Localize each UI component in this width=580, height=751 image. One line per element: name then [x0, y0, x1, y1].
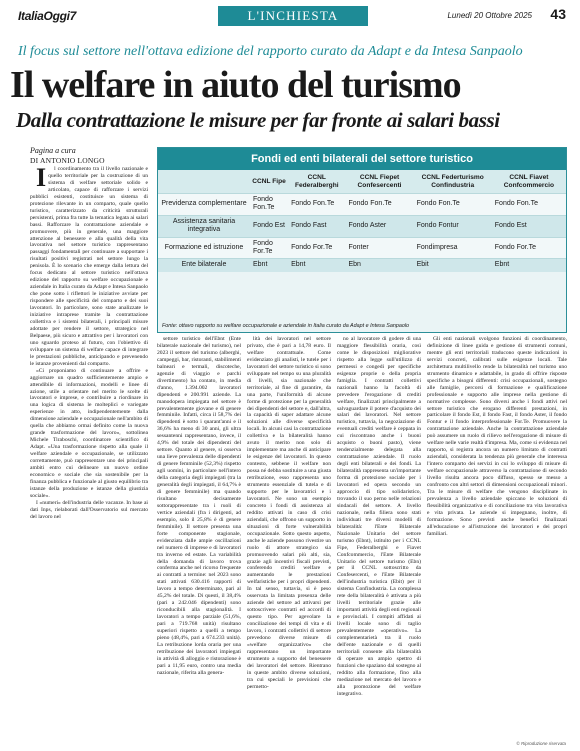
- row-label: Assistenza sanitaria integrativa: [158, 215, 250, 237]
- table-source-note: Fonte: ottavo rapporto su welfare occupazionale e aziendale in Italia curato da Adapt e Intesa Sanpaolo: [162, 323, 410, 329]
- article-column-3: [247, 336, 331, 718]
- info-table-title: Fondi ed enti bilaterali del settore turistico: [158, 148, 566, 170]
- column-header: CCNL Fipe: [250, 170, 288, 194]
- table-cell: Fondo Aster: [345, 215, 413, 237]
- row-label: Ente bilaterale: [158, 259, 250, 272]
- row-label: Previdenza complementare: [158, 194, 250, 216]
- table-cell: Fondo Fast: [288, 215, 345, 237]
- subheadline: Dalla contrattazione le misure per far fronte ai salari bassi: [16, 108, 500, 132]
- page-number: 43: [550, 6, 566, 22]
- byline: [30, 146, 150, 166]
- table-cell: Fondo Fon.Te: [345, 194, 413, 216]
- drop-cap: I: [36, 166, 47, 192]
- article-paragraph: I l coordinamento tra il livello nazionale e quello territoriale per la costruzione di un sistema di welfare settoriale solido e articolato, capace di rafforzare i servizi pubblici esistenti, costituisce un sistema di protezione rilevante in un comparto, quale quello turistico, caratterizzato da criticità strutturali persistenti, prima fra tutte la tematica legata ai salari bassi. Rafforzare la contrattazione aziendale e promuovere, più in generale, una maggiore attenzione al benessere e alla qualità della vita lavorativa nel settore turistico rappresentano passaggi fondamentali per continuare a supportare i risultati positivi registrati nel settore lungo la penisola. È lo scenario che emerge dalla lettura del focus dedicato al settore turistico nell'ottava edizione del rapporto su welfare occupazionale e aziendale in Italia curato da Adapt e Intesa Sanpaolo che pone sotto i riflettori le iniziative avviate per rispondere alle specificità del comparto e dei suoi lavoratori. In particolare, sono state analizzate le iniziative intraprese tramite la contrattazione collettiva e i sistemi bilaterali, i principali misure adottate per rendere il settore, strategico nel Belpaese, più sicuro e attrattivo per i lavoratori con uno sguardo proteso al futuro, con l'obiettivo di sviluppare un sistema di welfare capace di integrare le prestazioni pubbliche, anticipando e prevenendo le istanze provenienti dal comparto.: [30, 166, 148, 367]
- headline: Il welfare in aiuto del turismo: [10, 64, 461, 106]
- table-cell: Fondo For.Te: [492, 237, 566, 259]
- table-corner-cell: [158, 170, 250, 194]
- copyright-note: © Riproduzione riservata: [516, 741, 566, 746]
- table-cell: Fondo For.Te: [250, 237, 288, 259]
- table-cell: Fondo Fontur: [414, 215, 492, 237]
- article-column-5: [427, 336, 567, 732]
- masthead: [18, 6, 566, 28]
- column-header: CCNL Federturismo Confindustria: [414, 170, 492, 194]
- table-cell: Fondo Est: [492, 215, 566, 237]
- kicker: Il focus sul settore nell'ottava edizione del rapporto curato da Adapt e da Intesa Sanpaolo: [18, 44, 523, 59]
- table-row: [158, 259, 566, 272]
- issue-date: Lunedì 20 Ottobre 2025: [447, 11, 532, 20]
- table-cell: Fondo Fon.Te: [414, 194, 492, 216]
- article-column-4: [337, 336, 421, 718]
- table-row: [158, 237, 566, 259]
- article-paragraph: Gli enti nazionali svolgono funzioni di coordinamento, definizione di linee guida e gestione di strumenti comuni, mentre gli enti territoriali traducono queste indicazioni in servizi concreti, calibrati sulle esigenze locali. Tale architettura multilivello rende la bilateralità nel turismo uno strumento dinamico e adattabile, in grado di offrire risposte specifiche a bisogni differenti: crisi occupazionali, sostegno alle famiglie, percorsi di formazione e qualificazione professionale e supporto alle imprese nella gestione di normative complesse. Sono diversi anche i fondi attivi nel settore turistico che erogano differenti prestazioni, in particolare il fondo Est, il fondo Fast, il fondo Aster, il fondo Fontur e il fondo interprofessionale For.Te. Promuovere la contrattazione aziendale. Anche la contrattazione aziendale può assumere un ruolo di rilievo nell'erogazione di misure di welfare nelle varie realtà d'impresa. Ma, come si evidenza nel rapporto, si registra ancora un numero limitato di contratti aziendali, considerata la tendenza più generale che interessa l'intero comparto dei servizi in cui lo sviluppo di misure di welfare occupazionale attraverso la contrattazione di secondo livello risulta ancora poco diffuso, spesso se messo a confronto con altri settori di dimensioni occupazionali minori. Tra le misure di welfare che vengono disciplinate in prevalenza a livello aziendale spiccano le soluzioni di flessibilità organizzativa e di conciliazione tra vita lavorativa e vita privata. Le aziende si impegnano, inoltre, di formazione. Sono previsti anche benefici finalizzati all'educazione e all'istruzione dei lavoratori e dei propri familiari.: [427, 336, 567, 537]
- table-cell: Ebn: [345, 259, 413, 272]
- article-paragraph: «Ci proponiamo di continuare a offrire e aggiornare un quadro sufficientemente ampio e attendibile di informazioni, modelli e linee di azione, utile a orientare nel merito le scelte di lavoratori e imprese, e contribuire a riordinare in una logica di sistema le molteplici e variegate esperienze in atto, indipendentemente dalla dimensione aziendale e occupazionale nell'ambito di quella che abbiamo ormai definito come la nuova grande trasformazione del lavoro», sottolinea Michele Tiraboschi, coordinatore scientifico di Adapt. «Una trasformazione rispetto alla quale il welfare aziendale e occupazionale, se utilizzato correttamente, può rappresentare uno dei principali ambiti entro cui delineare un nuovo ordine economico e sociale che sia sostenibile per la finanza pubblica e funzionale al giusto equilibrio tra istanze della produzione e istanze della giustizia sociale».: [30, 367, 148, 499]
- article-column-2: [157, 336, 241, 718]
- table-cell: Fondo Fon.Te: [288, 194, 345, 216]
- article-paragraph: lità dei lavoratori nel settore privato, che è pari a 14,78 euro. Il welfare contrattuale. Come evidenziato gli analisti, le tutele per i lavoratori del settore turistico si sono sviluppate nel tempo su una pluralità di livelli, sia nazionale che territoriale, al fine di garantire, da una parte, l'uniformità di alcune forme di protezione per la generalità dei dipendenti del settore e, dall'altra, la capacità di saper adattare alcune soluzioni alle diverse specificità locali. In alcuni casi la contrattazione collettiva e la bilateralità hanno avuto il merito non solo di implementare ma anche di anticipare le esigenze del lavoratori. In questo contesto, sebbene il welfare non possa né debba sostituire a una giusta retribuzione, esso rappresenta uno strumento essenziale di tutela e di supporto per le lavoratrici e i lavoratori. Ne sono un esempio concreto i fondi di assistenza al reddito attivati in caso di crisi aziendali, che offrono un supporto in situazioni di forte vulnerabilità occupazionale. Sotto questo aspetto, anche le aziende possono rivestire un ruolo di attore strategico sia promuovendo salari più alti, sia, grazie agli incentivi fiscali previsti, conferendo crediti welfare e aumentando le prestazioni welfaristiche per i propri dipendenti. In tal senso, tuttavia, si è peso osservata la limitata presenza delle aziende del settore ad attivarsi per sottoscrivere contratti ed accordi di questo tipo. Per agevolare la conciliazione dei tempi di vita e di lavoro, i contratti collettivi di settore prevedono diverse misure di «welfare organizzativo» che rappresentano un importante strumento a supporto del benessere dei lavoratori del settore. Rientrano in queste ambito diverse soluzioni, tra cui speciali le previsioni che permetto-: [247, 336, 331, 690]
- column-header: CCNL Fiavet Confcommercio: [492, 170, 566, 194]
- table-cell: Fondo Fon.Te: [492, 194, 566, 216]
- byline-line1: Pagina a cura: [30, 146, 76, 155]
- article-paragraph: I «numeri» dell'industria delle vacanze. In base ai dati Inps, rielaborati dall'Osservatorio sul mercato del lavoro nel: [30, 499, 148, 520]
- article-paragraph: no al lavoratore di godere di una maggiore flessibilità oraria, così come le disposizioni migliorative rispetto alla legge sull'utilizzo di permessi e congedi per specifiche esigenze proprie o della propria famiglia. I contratti collettivi nazionali hanno la facoltà di prevedere l'erogazione di crediti welfare, finalizzati principalmente a salvaguardare il potere d'acquisto dei salari dei lavoratori. Nel settore turistico, tuttavia, la negoziazione di eventuali crediti welfare è ceppata in cui riscontrano anche i buoni acquisto o buoni pasto), viene tendenzialmente delegata alla contrattazione aziendale. Il ruolo degli enti bilaterali e dei fondi. La bilateralità rappresenta un'importante forma di protezione sociale per i lavoratori ed opera secondo un approccio di tipo solidaristico, trovando il suo perno nelle relazioni sindacali del settore. A livello nazionale, nella filiera sono stati individuati tre diversi modelli di bilateralità: l'Ente Bilaterale Nazionale Unitario del settore turismo (Ebnt), istituito per i CCNL Fipe, Federalberghi e Fiavet Confcommercio, l'Ente Bilaterale Unitario del settore turismo (Ebn) per il CCNL sottoscritto da Confesercenti, e l'Ente Bilaterale dell'industria turistica (Ebit) per il sistema Confindustria. La complessa rete della bilateralità è attivata a più livelli territoriale grazie alle importanti attività degli enti regionali e provinciali. I compiti affidati ai livelli locale sono di taglio prevalentemente «operativo». La complementarietà tra il ruolo dell'ente nazionale e di quelli territoriali consente alla bilateralità di operare un ampio spettro di funzioni che spaziano dal sostegno al reddito alla formazione, fino alla mediazione nel mercato del lavoro e alla promozione del welfare integrativo.: [337, 336, 421, 697]
- table-cell: Ebnt: [288, 259, 345, 272]
- table-row: [158, 215, 566, 237]
- table-row: [158, 194, 566, 216]
- section-tag: L'INCHIESTA: [218, 6, 368, 26]
- column-header: CCNL Fiepet Confesercenti: [345, 170, 413, 194]
- table-cell: Ebnt: [250, 259, 288, 272]
- table-cell: Ebit: [414, 259, 492, 272]
- article-paragraph: settore turistico dell'Ebnt (Ente bilaterale nazionale del turismo), nel 2023 il settore del turismo (alberghi, campeggi, bar, ristoranti, stabilimenti balneari e termali, discoteche, agenzie di viaggio e parchi divertimento) ha contato, in media d'anno, 1.394.002 lavoratori dipendenti e 200.991 aziende. La manodopera impiegata nel settore è prevalentemente giovane e di genere femminile. Infatti, circa il 58,7% dei dipendenti è sotto i quarant'anni e il 36,6% ha meno di 30 anni, gli ultra sessantenni rappresentano, invece, il 4,9% del totale dei dipendenti del settore. Quanto al genere, si osserva una lieve prevalenza delle dipendenti di genere femminile (52,3%) rispetto agli uomini, in particolare nell'intero della categoria degli impiegati (tra la generalità degli impiegati, il 64,7% è di genere femminile) ma quando risultano decisamente sottorappresentate tra i ruoli di vertice aziendali (fra i dirigenti, ad esempio, solo il 25,8% è di genere femminile). Il settore presenta una forte componente stagionale, evidenziata dalle ampie oscillazioni nel numero di imprese e di lavoratori tra inverno ed estate. La variabilità della domanda di lavoro trova conferma anche nel ricorso frequente ai contratti a termine: nel 2023 sono stati attivati 630.416 rapporti di lavoro a tempo determinato, pari al 45,2% del totale. Di questi, il 38,4% (pari a 242.046 dipendenti) sono riconducibili alla stagionalità. I lavoratori a tempo parziale (51,6%, pari a 719.768 unità) risultano superiori rispetto a quelli a tempo pieno (48,4%, pari a 674.233 unità). La retribuzione lorda oraria per una retribuzione dei lavoratori impiegati in attività di alloggio e ristorazione è pari a 11,95 euro, contro una media nazionale, riferita alla genera-: [157, 336, 241, 676]
- newspaper-logo: ItaliaOggi7: [18, 9, 77, 23]
- article-column-1: [30, 166, 148, 746]
- table-cell: Fondimpresa: [414, 237, 492, 259]
- table-cell: Fondo Est: [250, 215, 288, 237]
- row-label: Formazione ed istruzione: [158, 237, 250, 259]
- byline-author: DI ANTONIO LONGO: [30, 156, 105, 165]
- funds-table: [158, 170, 566, 272]
- table-cell: Ebnt: [492, 259, 566, 272]
- table-cell: Fondo For.Te: [288, 237, 345, 259]
- table-cell: Fonter: [345, 237, 413, 259]
- table-cell: Fondo Fon.Te: [250, 194, 288, 216]
- table-header-row: [158, 170, 566, 194]
- column-header: CCNL Federalberghi: [288, 170, 345, 194]
- info-table-box: [157, 147, 567, 333]
